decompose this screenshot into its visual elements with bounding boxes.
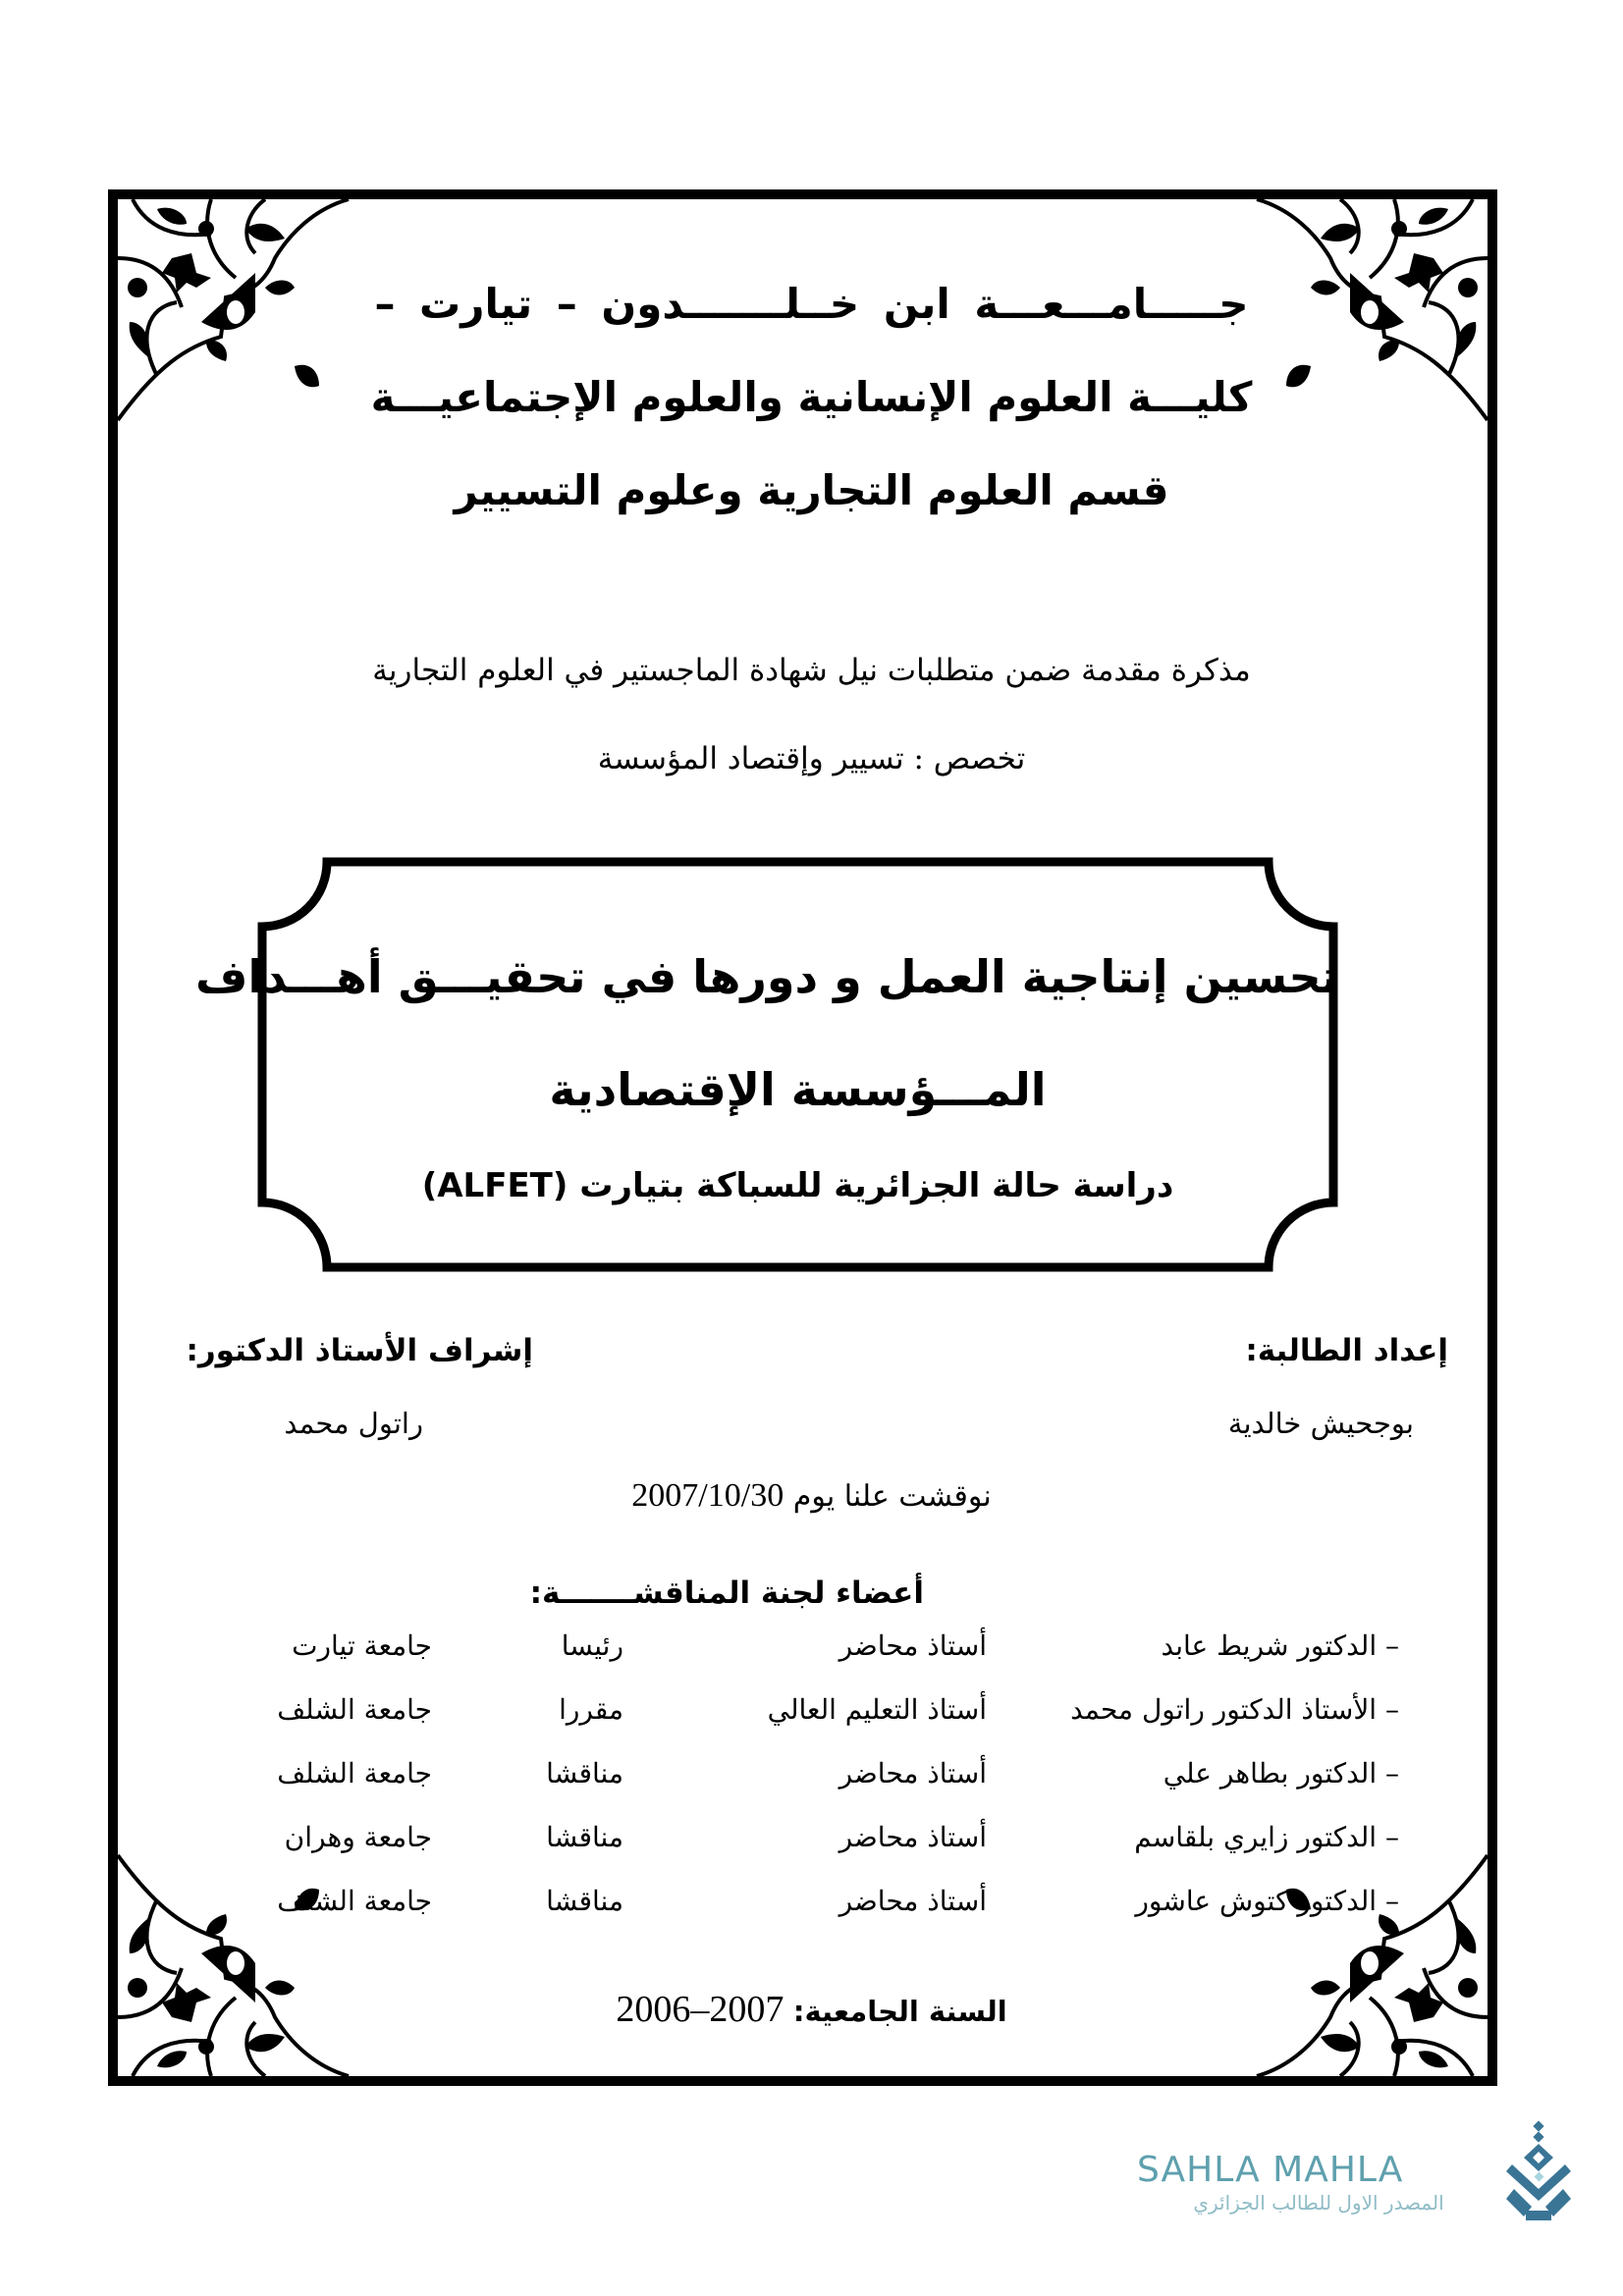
member-university: جامعة الشلف [277,1757,432,1789]
member-role: مناقشا [546,1757,623,1789]
member-rank: أستاذ محاضر [839,1629,987,1662]
committee-member-row [0,1821,1623,1870]
case-study-subtitle: دراسة حالة الجزائرية للسباكة بتيارت (ALFET) [421,1166,1174,1205]
memo-statement: مذكرة مقدمة ضمن متطلبات نيل شهادة الماجستير في العلوم التجارية [372,653,1251,688]
defense-line [0,1477,1623,1515]
member-university: جامعة وهران [284,1821,432,1853]
member-role: مناقشا [546,1821,623,1853]
member-name: – الدكتور كتوش عاشور [1135,1885,1399,1917]
member-role: رئيسا [561,1629,623,1662]
academic-year-value: 2007–2006 [616,1989,784,2030]
member-name: – الدكتور شريط عابد [1161,1629,1399,1662]
thesis-title-line-2: المـــؤسسة الإقتصادية [549,1063,1047,1116]
thesis-title-line-1: تحسين إنتاجية العمل و دورها في تحقيـــق أهـــداف [195,950,1338,1003]
member-name: – الدكتور زايري بلقاسم [1134,1821,1399,1853]
watermark-brand: SAHLA MAHLA [1137,2150,1404,2190]
faculty-name: كليـــة العلوم الإنسانية والعلوم الإجتماعيـــة [370,373,1253,421]
supervisor-label: إشراف الأستاذ الدكتور: [186,1333,533,1368]
member-rank: أستاذ محاضر [839,1885,987,1917]
thesis-title-box [195,857,1338,1272]
member-role: مقررا [559,1693,623,1726]
watermark-tagline: المصدر الاول للطالب الجزائري [1193,2191,1444,2215]
department-name: قسم العلوم التجارية وعلوم التسيير [454,466,1169,514]
academic-year-label: السنة الجامعية: [792,1995,1007,2028]
committee-title: أعضاء لجنة المناقشـــــــة: [529,1575,924,1611]
defense-date: 2007/10/30 [631,1477,784,1514]
defense-text: نوقشت علنا يوم [792,1479,992,1514]
member-rank: أستاذ محاضر [839,1821,987,1853]
member-university: جامعة الشلف [277,1693,432,1726]
committee-member-row [0,1757,1623,1806]
member-name: – الدكتور بطاهر علي [1163,1757,1399,1789]
member-university: جامعة تيارت [292,1629,432,1662]
committee-member-row [0,1693,1623,1742]
member-name: – الأستاذ الدكتور راتول محمد [1070,1693,1399,1726]
member-rank: أستاذ محاضر [839,1757,987,1789]
university-name: جـــــامـــعـــة ابن خــلـــــــدون – تيارت – [374,280,1249,328]
member-role: مناقشا [546,1885,623,1917]
member-university: جامعة الشلف [277,1885,432,1917]
calligraphy-logo-icon [1502,2120,1581,2228]
student-name: بوجحيش خالدية [1227,1407,1414,1440]
committee-member-row [0,1885,1623,1934]
student-label: إعداد الطالبة: [1245,1333,1448,1368]
supervisor-name: راتول محمد [284,1407,423,1440]
sahla-mahla-watermark [1129,2120,1623,2228]
academic-year [0,1988,1623,2031]
committee-member-row [0,1629,1623,1679]
member-rank: أستاذ التعليم العالي [767,1693,987,1726]
specialization: تخصص : تسيير وإقتصاد المؤسسة [597,741,1026,776]
